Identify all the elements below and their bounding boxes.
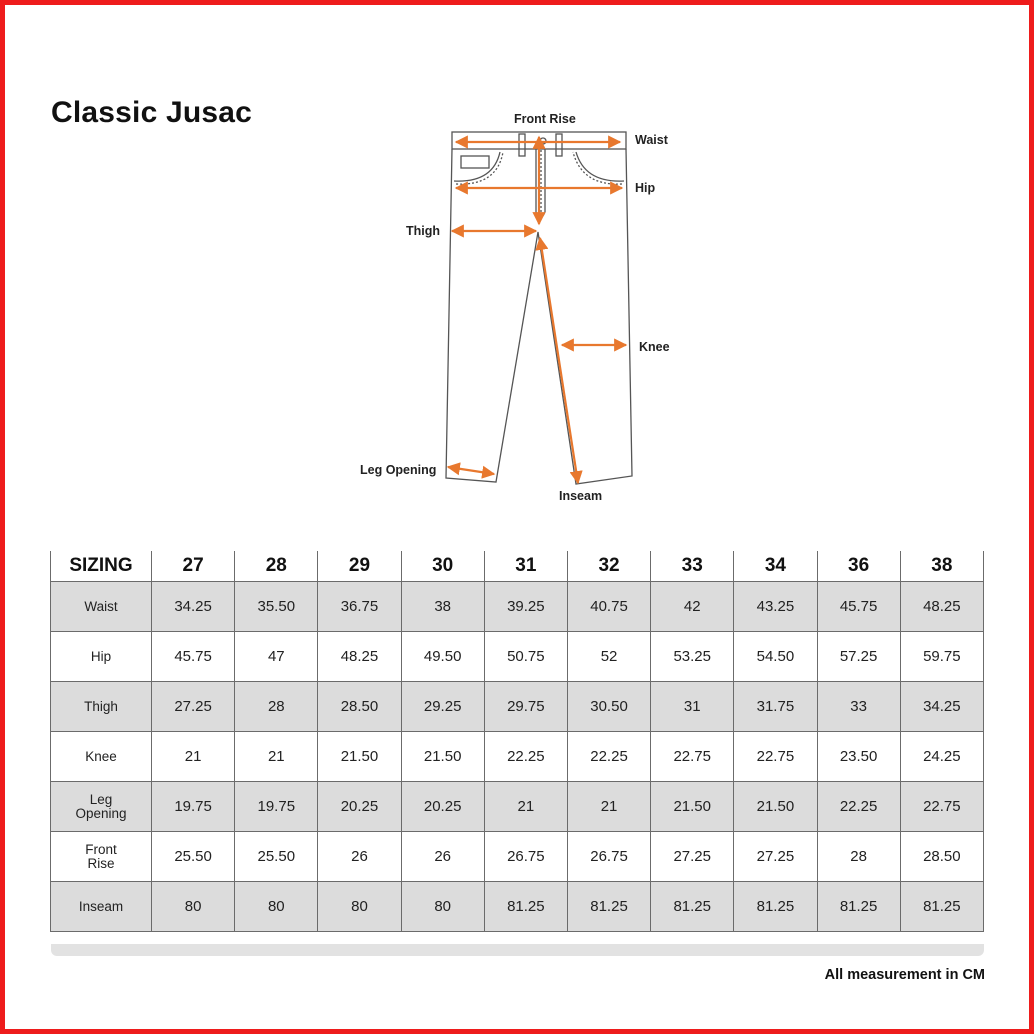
table-cell: 80 bbox=[318, 882, 401, 932]
table-cell: 40.75 bbox=[567, 582, 650, 632]
table-cell: 50.75 bbox=[484, 632, 567, 682]
row-label-part: Thigh bbox=[84, 698, 118, 714]
table-cell: 21 bbox=[152, 732, 235, 782]
table-cell: 21.50 bbox=[401, 732, 484, 782]
table-cell: 21 bbox=[235, 732, 318, 782]
row-label-part: Front bbox=[85, 841, 117, 857]
size-header-32: 32 bbox=[567, 551, 650, 582]
table-cell: 81.25 bbox=[817, 882, 900, 932]
table-cell: 38 bbox=[401, 582, 484, 632]
table-row bbox=[51, 682, 984, 732]
row-label-part: Rise bbox=[87, 855, 115, 871]
label-front-rise: Front Rise bbox=[514, 112, 576, 126]
table-cell: 36.75 bbox=[318, 582, 401, 632]
row-label bbox=[51, 682, 152, 732]
label-knee: Knee bbox=[639, 340, 670, 354]
label-waist: Waist bbox=[635, 133, 668, 147]
table-cell: 20.25 bbox=[318, 782, 401, 832]
row-label-part: Hip bbox=[90, 648, 112, 664]
table-cell: 22.25 bbox=[817, 782, 900, 832]
size-header-31: 31 bbox=[484, 551, 567, 582]
table-cell: 81.25 bbox=[900, 882, 983, 932]
table-cell: 30.50 bbox=[567, 682, 650, 732]
table-cell: 53.25 bbox=[651, 632, 734, 682]
table-cell: 81.25 bbox=[484, 882, 567, 932]
table-cell: 81.25 bbox=[651, 882, 734, 932]
table-cell: 80 bbox=[152, 882, 235, 932]
size-header-36: 36 bbox=[817, 551, 900, 582]
table-cell: 52 bbox=[567, 632, 650, 682]
table-cell: 26.75 bbox=[484, 832, 567, 882]
table-cell: 54.50 bbox=[734, 632, 817, 682]
table-cell: 45.75 bbox=[152, 632, 235, 682]
size-header-34: 34 bbox=[734, 551, 817, 582]
table-cell: 27.25 bbox=[152, 682, 235, 732]
table-cell: 29.25 bbox=[401, 682, 484, 732]
table-cell: 26 bbox=[401, 832, 484, 882]
table-cell: 21 bbox=[484, 782, 567, 832]
table-cell: 19.75 bbox=[152, 782, 235, 832]
row-label bbox=[51, 632, 152, 682]
table-cell: 22.25 bbox=[484, 732, 567, 782]
table-row bbox=[51, 632, 984, 682]
table-row bbox=[51, 732, 984, 782]
measurement-arrows bbox=[448, 137, 626, 483]
table-cell: 20.25 bbox=[401, 782, 484, 832]
table-cell: 29.75 bbox=[484, 682, 567, 732]
table-cell: 34.25 bbox=[900, 682, 983, 732]
size-chart-table bbox=[50, 551, 984, 932]
table-cell: 24.25 bbox=[900, 732, 983, 782]
measurement-note: All measurement in CM bbox=[824, 967, 985, 983]
table-cell: 43.25 bbox=[734, 582, 817, 632]
size-header-30: 30 bbox=[401, 551, 484, 582]
row-label-part: Leg bbox=[89, 791, 113, 807]
label-thigh: Thigh bbox=[406, 224, 441, 238]
row-label bbox=[51, 832, 152, 882]
table-cell: 22.75 bbox=[900, 782, 983, 832]
size-header-38: 38 bbox=[900, 551, 983, 582]
table-cell: 22.75 bbox=[651, 732, 734, 782]
row-label-part: Inseam bbox=[78, 898, 124, 914]
table-cell: 39.25 bbox=[484, 582, 567, 632]
table-cell: 31 bbox=[651, 682, 734, 732]
label-leg-opening: Leg Opening bbox=[360, 463, 437, 477]
table-cell: 19.75 bbox=[235, 782, 318, 832]
table-cell: 81.25 bbox=[567, 882, 650, 932]
table-cell: 57.25 bbox=[817, 632, 900, 682]
table-cell: 48.25 bbox=[318, 632, 401, 682]
size-header-29: 29 bbox=[318, 551, 401, 582]
row-label bbox=[51, 732, 152, 782]
table-cell: 22.25 bbox=[567, 732, 650, 782]
table-cell: 22.75 bbox=[734, 732, 817, 782]
table-cell: 33 bbox=[817, 682, 900, 732]
size-header-27: 27 bbox=[152, 551, 235, 582]
label-inseam: Inseam bbox=[559, 489, 603, 503]
table-row bbox=[51, 832, 984, 882]
table-header-row bbox=[51, 551, 984, 582]
table-cell: 26.75 bbox=[567, 832, 650, 882]
row-label-part: Waist bbox=[84, 598, 118, 614]
table-row bbox=[51, 882, 984, 932]
table-cell: 81.25 bbox=[734, 882, 817, 932]
inseam-arrow bbox=[540, 238, 578, 483]
table-cell: 45.75 bbox=[817, 582, 900, 632]
table-row bbox=[51, 782, 984, 832]
horizontal-scrollbar[interactable] bbox=[51, 944, 984, 956]
table-cell: 27.25 bbox=[734, 832, 817, 882]
row-label bbox=[51, 782, 152, 832]
size-header-33: 33 bbox=[651, 551, 734, 582]
table-cell: 28 bbox=[817, 832, 900, 882]
label-hip: Hip bbox=[635, 181, 656, 195]
table-cell: 21.50 bbox=[651, 782, 734, 832]
table-cell: 42 bbox=[651, 582, 734, 632]
table-cell: 28 bbox=[235, 682, 318, 732]
row-label-part: Opening bbox=[75, 805, 127, 821]
row-label bbox=[51, 882, 152, 932]
table-row bbox=[51, 582, 984, 632]
table-cell: 26 bbox=[318, 832, 401, 882]
table-cell: 21 bbox=[567, 782, 650, 832]
page-title: Classic Jusac bbox=[51, 96, 253, 129]
size-header-28: 28 bbox=[235, 551, 318, 582]
table-cell: 31.75 bbox=[734, 682, 817, 732]
leg-opening-arrow bbox=[448, 467, 494, 474]
table-cell: 80 bbox=[401, 882, 484, 932]
table-cell: 80 bbox=[235, 882, 318, 932]
sizing-header: SIZING bbox=[51, 551, 152, 582]
table-cell: 34.25 bbox=[152, 582, 235, 632]
table-cell: 48.25 bbox=[900, 582, 983, 632]
table-cell: 21.50 bbox=[734, 782, 817, 832]
table-cell: 25.50 bbox=[152, 832, 235, 882]
table-cell: 28.50 bbox=[318, 682, 401, 732]
table-cell: 49.50 bbox=[401, 632, 484, 682]
table-cell: 27.25 bbox=[651, 832, 734, 882]
table-cell: 28.50 bbox=[900, 832, 983, 882]
row-label-part: Knee bbox=[85, 748, 117, 764]
table-cell: 21.50 bbox=[318, 732, 401, 782]
table-cell: 47 bbox=[235, 632, 318, 682]
table-cell: 25.50 bbox=[235, 832, 318, 882]
row-label bbox=[51, 582, 152, 632]
table-cell: 35.50 bbox=[235, 582, 318, 632]
table-cell: 23.50 bbox=[817, 732, 900, 782]
table-cell: 59.75 bbox=[900, 632, 983, 682]
